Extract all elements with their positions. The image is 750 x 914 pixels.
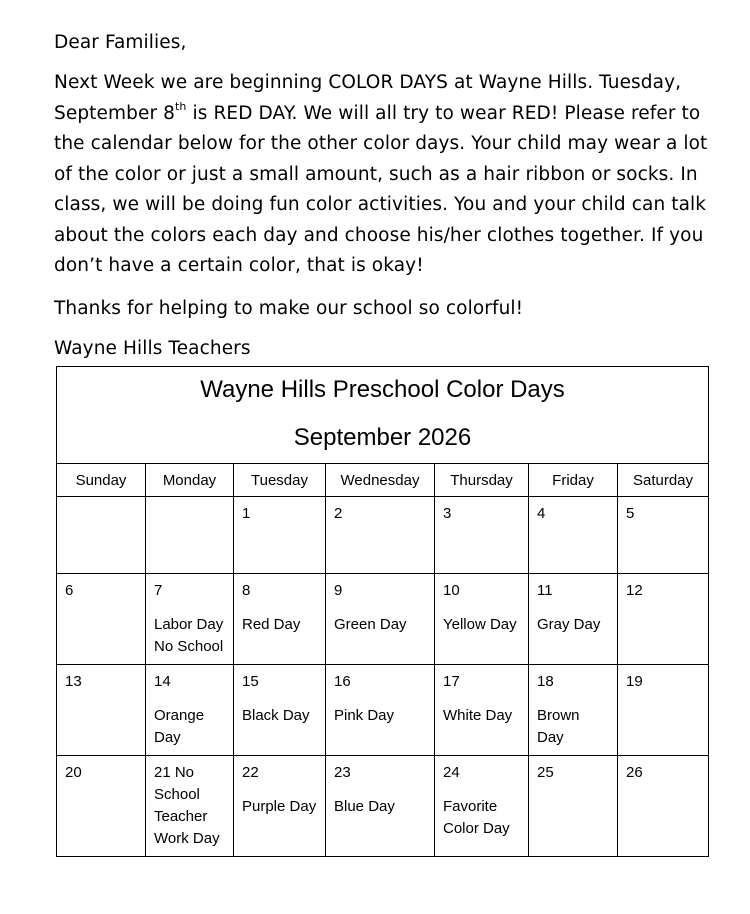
day-event: Purple Day — [242, 798, 317, 815]
day-cell — [234, 665, 326, 756]
day-number: 10 — [443, 582, 460, 599]
day-event: Black Day — [242, 707, 310, 724]
day-number: 5 — [626, 505, 635, 522]
day-cell — [618, 665, 709, 756]
day-cell — [435, 665, 529, 756]
day-cell — [234, 574, 326, 665]
day-number: 21 No School Teacher Work Day — [154, 764, 220, 847]
weekday-monday: Monday — [146, 464, 234, 497]
day-number: 9 — [334, 582, 343, 599]
day-event: Orange Day — [154, 707, 205, 746]
day-cell — [435, 497, 529, 574]
day-cell — [435, 756, 529, 857]
day-number: 20 — [65, 764, 82, 781]
calendar-month: September 2026 — [293, 424, 472, 451]
day-number: 13 — [65, 673, 82, 690]
weekday-thursday: Thursday — [435, 464, 529, 497]
weekday-wednesday: Wednesday — [326, 464, 435, 497]
day-event: Pink Day — [334, 707, 395, 724]
greeting: Dear Families, — [54, 32, 187, 53]
color-days-calendar — [56, 366, 709, 857]
announcement-text-start: Next Week we are beginning COLOR DAYS at Wayne Hills. Tuesday, September 8 — [54, 72, 682, 124]
day-cell — [326, 665, 435, 756]
day-number: 19 — [626, 673, 643, 690]
day-number: 24 — [443, 764, 460, 781]
day-cell — [529, 665, 618, 756]
day-number: 7 — [154, 582, 163, 599]
day-number: 14 — [154, 673, 171, 690]
day-cell — [326, 756, 435, 857]
week-row — [57, 497, 709, 574]
day-cell — [57, 574, 146, 665]
day-number: 11 — [537, 582, 553, 599]
day-number: 22 — [242, 764, 259, 781]
day-number: 6 — [65, 582, 74, 599]
day-number: 26 — [626, 764, 643, 781]
weekday-tuesday: Tuesday — [234, 464, 326, 497]
day-number: 23 — [334, 764, 351, 781]
signoff: Wayne Hills Teachers — [54, 337, 251, 359]
weekday-saturday: Saturday — [618, 464, 709, 497]
day-event: Labor Day No School — [154, 616, 224, 655]
day-number: 3 — [443, 505, 452, 522]
week-row — [57, 665, 709, 756]
ordinal-suffix: th — [175, 100, 187, 114]
day-number: 25 — [537, 764, 554, 781]
day-cell — [146, 497, 234, 574]
day-cell — [618, 497, 709, 574]
day-event: Gray Day — [537, 616, 601, 633]
day-number: 4 — [537, 505, 546, 522]
day-number: 1 — [242, 505, 251, 522]
weekday-friday: Friday — [529, 464, 618, 497]
day-cell — [146, 665, 234, 756]
thanks-line: Thanks for helping to make our school so colorful! — [54, 297, 524, 319]
day-cell — [57, 497, 146, 574]
day-event: Green Day — [334, 616, 407, 633]
day-cell — [234, 497, 326, 574]
day-cell — [234, 756, 326, 857]
day-number: 2 — [334, 505, 343, 522]
day-cell — [529, 574, 618, 665]
day-event: Favorite Color Day — [443, 798, 510, 837]
announcement-text-end: is RED DAY. We will all try to wear RED! Please refer to the calendar below for the other color days. Your child may wear a lot of the color or just a small amount, such as a hair ribbon or socks. In class, we will be doing fun color activities. You and your child can talk about the colors each day and choose his/her clothes together. If you don’t have a certain color, that is okay! — [54, 102, 708, 276]
day-number: 8 — [242, 582, 251, 599]
calendar-header — [57, 367, 709, 464]
letter — [54, 28, 724, 364]
day-cell — [146, 574, 234, 665]
day-cell — [618, 756, 709, 857]
day-cell — [618, 574, 709, 665]
week-row — [57, 574, 709, 665]
day-cell — [326, 497, 435, 574]
calendar-title: Wayne Hills Preschool Color Days — [200, 376, 565, 403]
day-number: 18 — [537, 673, 554, 690]
day-cell — [435, 574, 529, 665]
day-cell — [57, 756, 146, 857]
day-event: Blue Day — [334, 798, 395, 815]
day-cell — [146, 756, 234, 857]
day-event: Yellow Day — [443, 616, 517, 633]
day-cell — [529, 756, 618, 857]
day-number: 17 — [443, 673, 460, 690]
day-event: Brown Day — [537, 707, 580, 746]
day-cell — [529, 497, 618, 574]
day-number: 16 — [334, 673, 351, 690]
week-row — [57, 756, 709, 857]
weekday-sunday: Sunday — [57, 464, 146, 497]
day-event: Red Day — [242, 616, 301, 633]
day-event: White Day — [443, 707, 513, 724]
announcement-paragraph — [54, 68, 724, 282]
day-number: 12 — [626, 582, 643, 599]
day-cell — [326, 574, 435, 665]
day-number: 15 — [242, 673, 259, 690]
day-cell — [57, 665, 146, 756]
